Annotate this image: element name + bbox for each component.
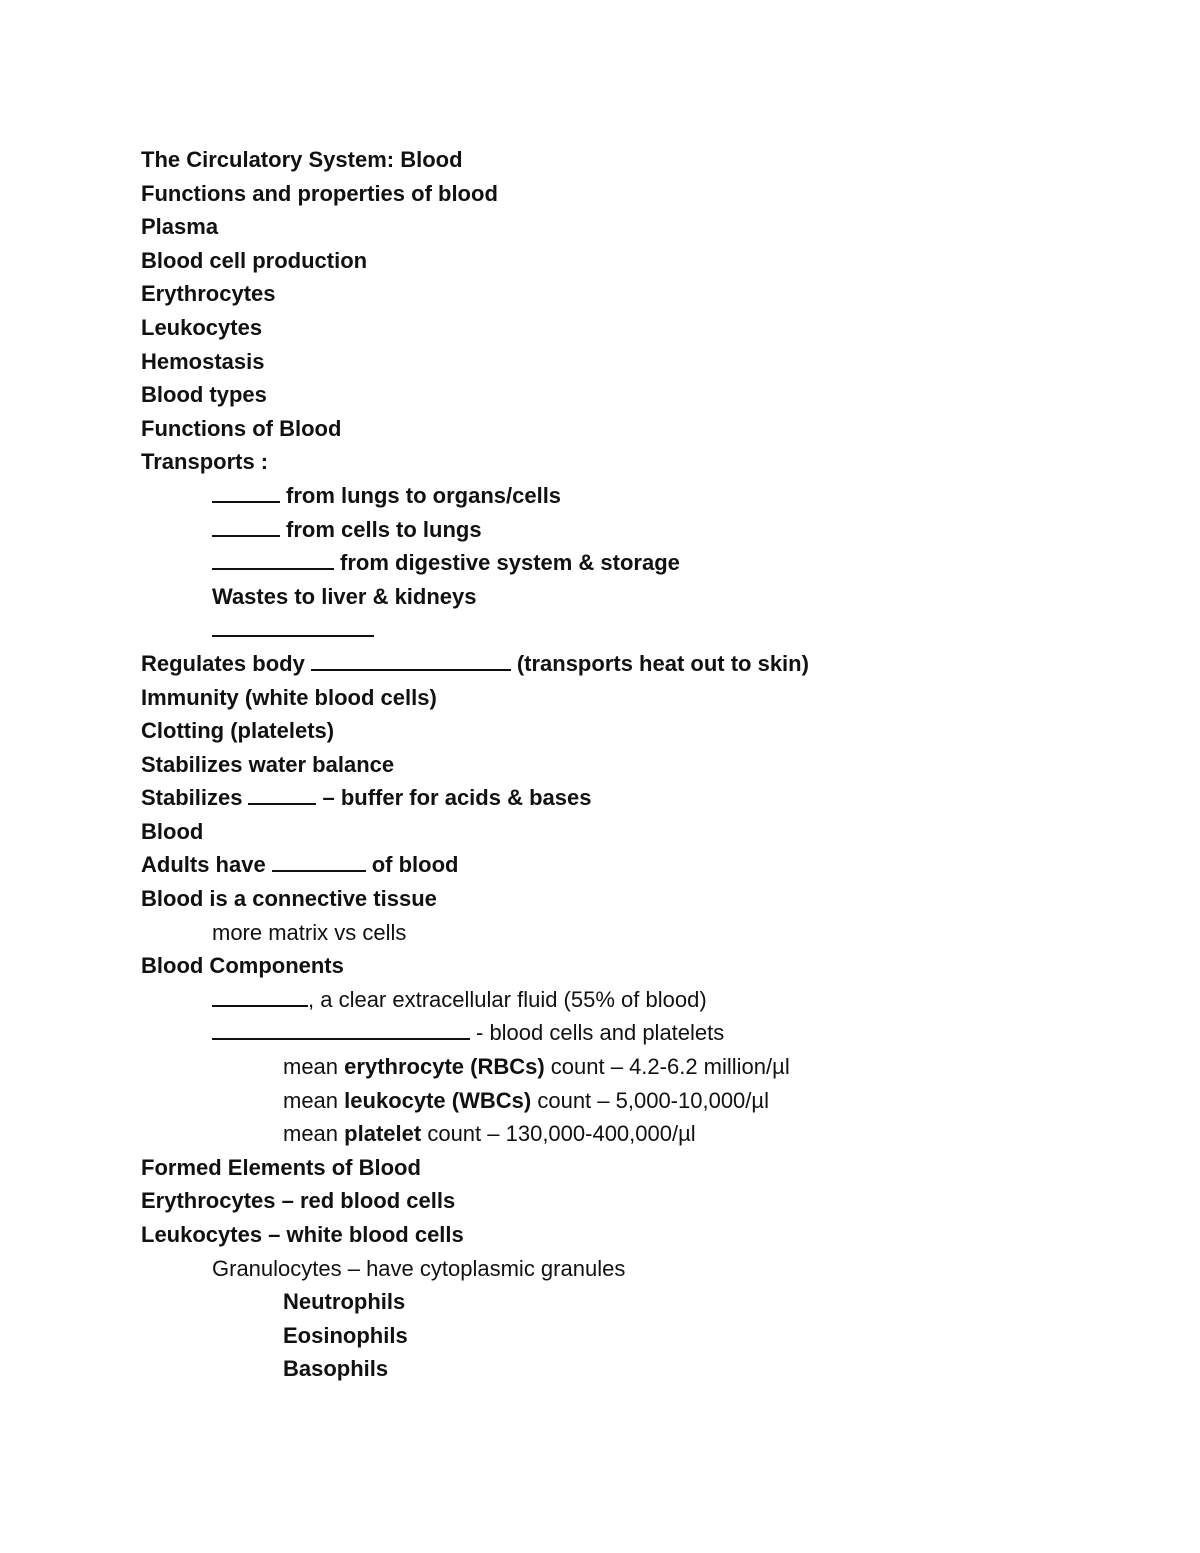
- outline-subitem: Neutrophils: [283, 1289, 406, 1315]
- line-text: from digestive system & storage: [340, 550, 680, 576]
- outline-item: Erythrocytes: [141, 281, 276, 307]
- outline-item: Plasma: [141, 214, 219, 240]
- answer-blank: [212, 548, 334, 570]
- count-line: [141, 1050, 1141, 1084]
- outline-item: Hemostasis: [141, 348, 265, 374]
- term: platelet: [344, 1121, 422, 1147]
- answer-blank: [248, 783, 316, 805]
- answer-blank: [212, 1018, 470, 1040]
- line-text: from lungs to organs/cells: [286, 482, 562, 508]
- outline-item: Erythrocytes – red blood cells: [141, 1188, 456, 1214]
- unit: µl: [751, 1087, 769, 1113]
- line-text: count – 4.2-6.2 million/: [550, 1054, 773, 1080]
- term: erythrocyte (RBCs): [344, 1054, 545, 1080]
- section-heading: Blood: [141, 818, 204, 844]
- fill-in-line: [141, 513, 1141, 547]
- outline-subitem: Granulocytes – have cytoplasmic granules: [212, 1255, 626, 1281]
- fill-in-line: [141, 781, 1141, 815]
- unit: µl: [678, 1121, 696, 1147]
- answer-blank: [212, 615, 374, 637]
- line-text: Adults have: [141, 852, 266, 878]
- line-text: count – 130,000-400,000/: [427, 1121, 679, 1147]
- line-text: mean: [283, 1121, 339, 1147]
- answer-blank: [272, 850, 366, 872]
- outline-subitem: more matrix vs cells: [212, 919, 407, 945]
- fill-in-line: [141, 1016, 1141, 1050]
- term: leukocyte (WBCs): [344, 1087, 532, 1113]
- unit: µl: [772, 1054, 790, 1080]
- fill-in-line: [141, 983, 1141, 1017]
- line-text: mean: [283, 1054, 339, 1080]
- outline-subitem: Basophils: [283, 1356, 389, 1382]
- answer-blank: [212, 985, 308, 1007]
- answer-blank: [212, 481, 280, 503]
- answer-blank: [311, 649, 511, 671]
- outline-item: Blood types: [141, 382, 267, 408]
- fill-in-line: [141, 613, 1141, 647]
- outline-item: Stabilizes water balance: [141, 751, 395, 777]
- outline-item: Wastes to liver & kidneys: [212, 583, 477, 609]
- line-text: mean: [283, 1087, 339, 1113]
- section-heading: Formed Elements of Blood: [141, 1154, 421, 1180]
- fill-in-line: [141, 546, 1141, 580]
- answer-blank: [212, 515, 280, 537]
- line-text: from cells to lungs: [286, 516, 482, 542]
- outline-subitem: Eosinophils: [283, 1322, 408, 1348]
- section-heading: Functions of Blood: [141, 415, 342, 441]
- count-line: [141, 1117, 1141, 1151]
- line-text: count – 5,000-10,000/: [537, 1087, 752, 1113]
- line-text: of blood: [371, 852, 459, 878]
- outline-item: Leukocytes: [141, 314, 263, 340]
- line-text: , a clear extracellular fluid (55% of blood): [308, 986, 707, 1012]
- document-title: The Circulatory System: Blood: [141, 147, 463, 172]
- fill-in-line: [141, 848, 1141, 882]
- outline-item: Functions and properties of blood: [141, 180, 498, 206]
- outline-item: Blood cell production: [141, 247, 368, 273]
- section-heading: Blood Components: [141, 953, 344, 979]
- outline-item: Clotting (platelets): [141, 718, 335, 744]
- line-text: – buffer for acids & bases: [322, 785, 592, 811]
- count-line: [141, 1084, 1141, 1118]
- line-text: - blood cells and platelets: [476, 1020, 725, 1046]
- line-text: (transports heat out to skin): [516, 650, 809, 676]
- fill-in-line: [141, 479, 1141, 513]
- document-body: [141, 143, 1141, 1386]
- outline-item: Leukocytes – white blood cells: [141, 1222, 464, 1247]
- fill-in-line: [141, 647, 1141, 681]
- outline-item: Transports :: [141, 449, 269, 475]
- outline-item: Immunity (white blood cells): [141, 684, 437, 710]
- outline-item: Blood is a connective tissue: [141, 886, 437, 912]
- line-text: Stabilizes: [141, 785, 243, 811]
- line-text: Regulates body: [141, 650, 305, 676]
